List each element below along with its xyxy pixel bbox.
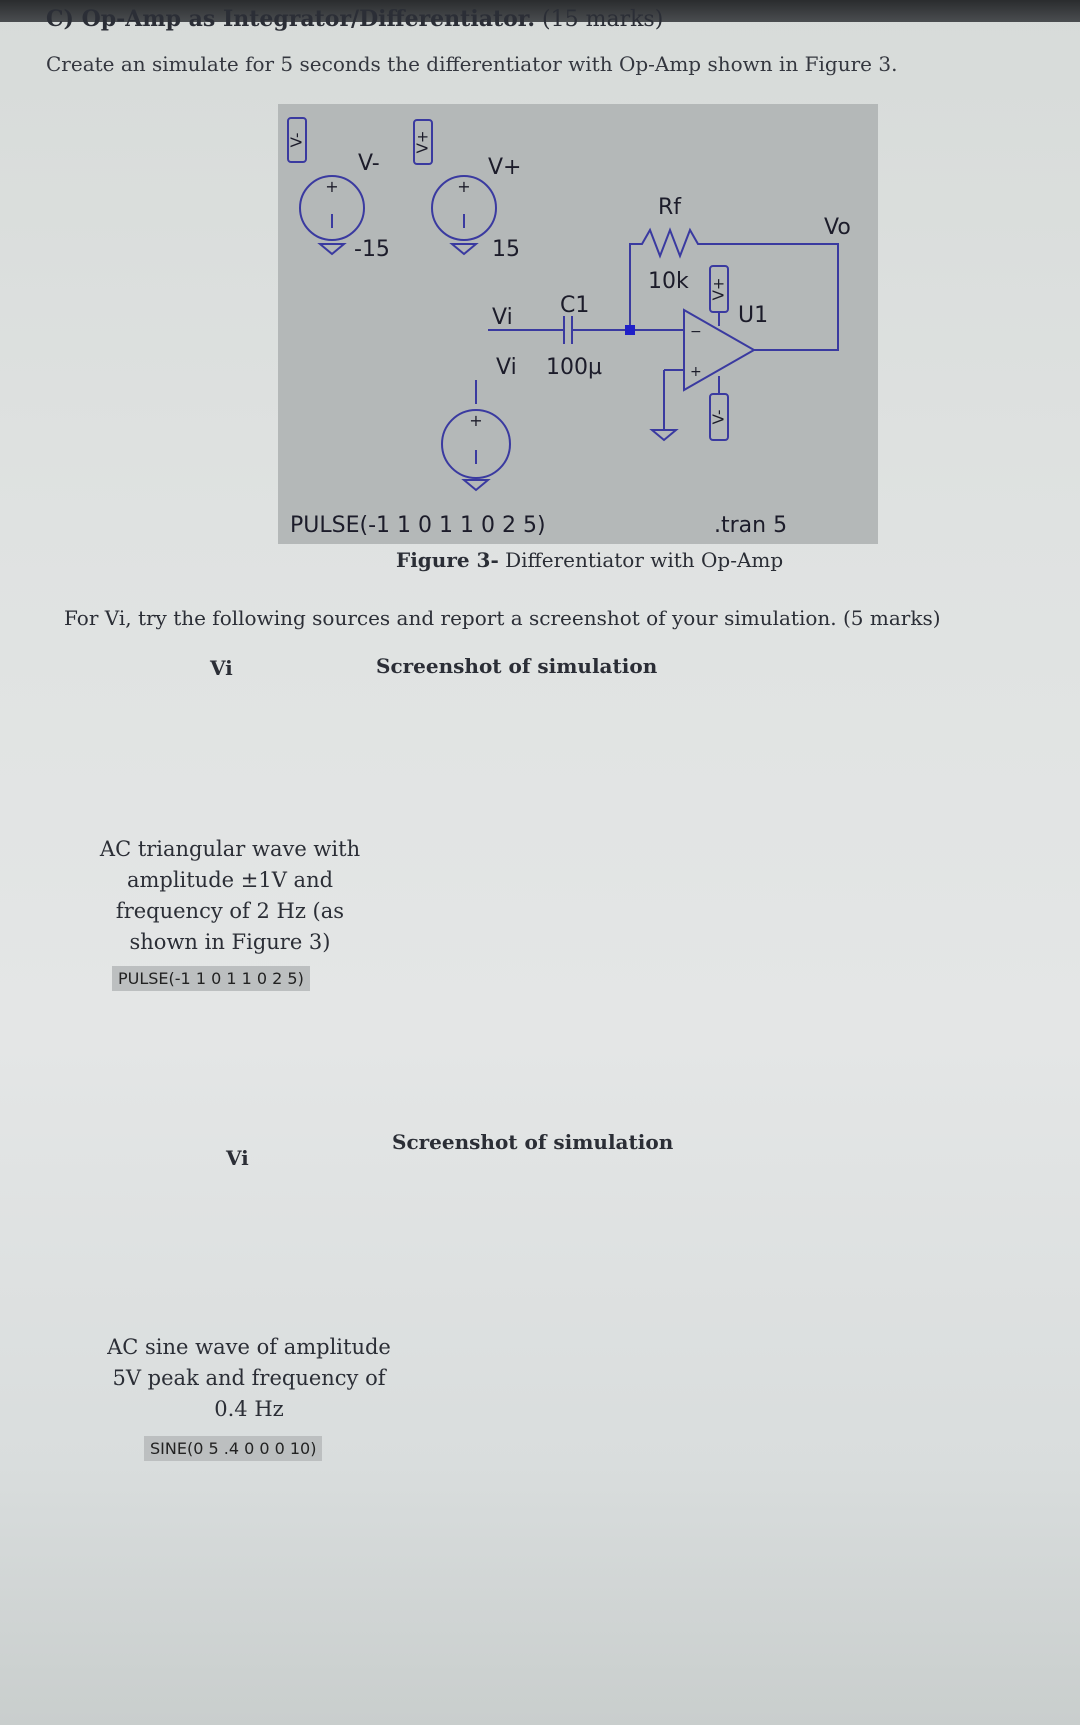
vplus-label: V+ [488, 155, 522, 180]
section-heading [46, 6, 663, 32]
vplus-supply [414, 120, 522, 262]
row1-screenshot-header: Screenshot of simulation [376, 654, 658, 678]
vminus-supply [288, 118, 390, 262]
vo-label: Vo [824, 215, 851, 240]
section-label: C) [46, 6, 74, 32]
vminus-label: V- [358, 151, 380, 176]
vplus-value: 15 [492, 237, 520, 262]
c1-value: 100µ [546, 355, 602, 380]
tran-directive: .tran 5 [714, 513, 788, 538]
pulse-directive: PULSE(-1 1 0 1 1 0 2 5) [290, 513, 546, 538]
section-title: Op-Amp as Integrator/Differentiator. [81, 6, 536, 32]
schematic-figure [278, 104, 878, 544]
vminus-value: -15 [354, 237, 390, 262]
row1-code: PULSE(-1 1 0 1 1 0 2 5) [112, 966, 310, 991]
vi-source-label: Vi [496, 355, 517, 380]
svg-text:+: + [457, 177, 471, 196]
row2-description: AC sine wave of amplitude 5V peak and frequency of 0.4 Hz [107, 1335, 391, 1421]
row1-screenshot-area [376, 690, 976, 1070]
svg-text:+: + [325, 177, 339, 196]
vplus-symbol: V+ [413, 130, 432, 154]
svg-text:+: + [690, 364, 702, 380]
section-intro: Create an simulate for 5 seconds the differentiator with Op-Amp shown in Figure 3. [46, 52, 898, 76]
row1-vi-header: Vi [210, 656, 233, 680]
row2-vi-header: Vi [226, 1146, 249, 1170]
rf-name: Rf [658, 195, 682, 220]
figure-title: Differentiator with Op-Amp [505, 548, 784, 572]
rf-value: 10k [648, 269, 689, 294]
vi-source [442, 355, 517, 490]
task-prompt: For Vi, try the following sources and report a screenshot of your simulation. (5 marks) [64, 606, 941, 630]
c1-name: C1 [560, 293, 590, 318]
opamp-name: U1 [738, 303, 769, 328]
svg-text:−: − [690, 324, 702, 340]
vi-net-label: Vi [492, 305, 513, 330]
figure-caption [396, 548, 783, 572]
schematic-drawing [278, 104, 878, 544]
figure-label: Figure 3- [396, 548, 499, 572]
section-marks: (15 marks) [542, 7, 664, 32]
svg-text:+: + [469, 411, 483, 430]
row2-screenshot-header: Screenshot of simulation [392, 1130, 674, 1154]
row1-description: AC triangular wave with amplitude ±1V and frequency of 2 Hz (as shown in Figure 3) [99, 837, 361, 954]
row2-code: SINE(0 5 .4 0 0 0 10) [144, 1436, 322, 1461]
opamp-vplus: V+ [709, 277, 728, 301]
opamp-vminus: V- [709, 409, 728, 425]
row2-screenshot-area [392, 1168, 992, 1548]
vminus-symbol: V- [287, 132, 306, 148]
c1-capacitor [488, 293, 684, 380]
